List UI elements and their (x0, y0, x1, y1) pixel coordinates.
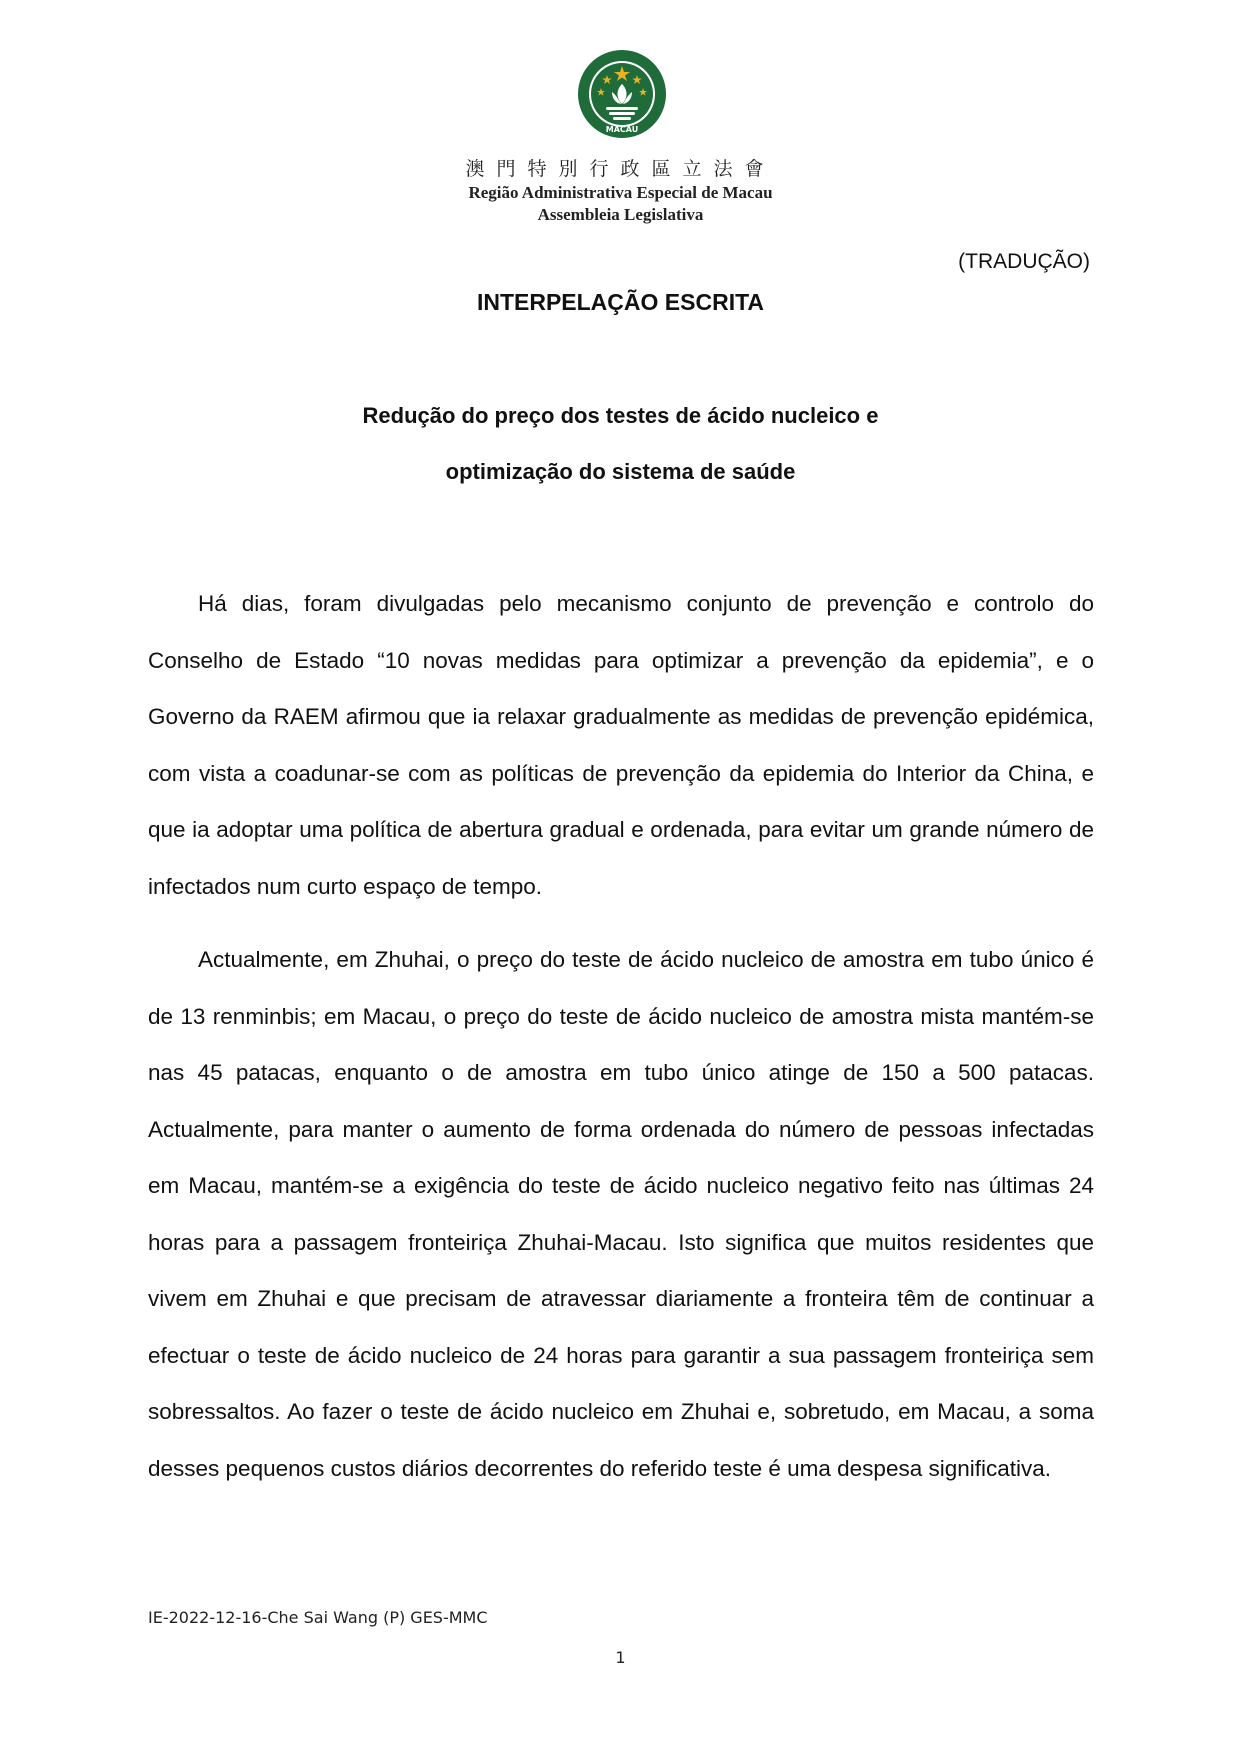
institution-region-line: Região Administrativa Especial de Macau (468, 183, 773, 202)
macau-emblem-icon (576, 48, 668, 140)
institution-assembly-line: Assembleia Legislativa (537, 205, 704, 224)
subject-line-2: optimização do sistema de saúde (445, 459, 796, 484)
translation-tag: (TRADUÇÃO) (958, 250, 1090, 273)
paragraph-2-text: Actualmente, em Zhuhai, o preço do teste de ácido nucleico de amostra em tubo único é de 13 renminbis; em Macau, o preço do teste de ácido nucleico de amostra mista mantém-se nas 45 patacas, enquanto o de amostra em tubo único atinge de 150 a 500 patacas. Actualmente, para manter o aumento de forma ordenada do número de pessoas infectadas em Macau, mantém-se a exigência do teste de ácido nucleico negativo feito nas últimas 24 horas para a passagem fronteiriça Zhuhai-Macau. Isto significa que muitos residentes que vivem em Zhuhai e que precisam de atravessar diariamente a fronteira têm de continuar a efectuar o teste de ácido nucleico de 24 horas para garantir a sua passagem fronteiriça sem sobressaltos. Ao fazer o teste de ácido nucleico em Zhuhai e, sobretudo, em Macau, a soma desses pequenos custos diários decorrentes do referido teste é uma despesa significativa. (148, 947, 1094, 1481)
footer-reference: IE-2022-12-16-Che Sai Wang (P) GES-MMC (148, 1608, 488, 1627)
page-number: 1 (615, 1648, 626, 1667)
body-paragraph-1 (148, 576, 1094, 915)
chinese-institution-title: 澳門特別行政區立法會 (465, 158, 776, 180)
subject-line-1: Redução do preço dos testes de ácido nucleico e (362, 403, 879, 428)
svg-text:MACAU: MACAU (605, 125, 639, 134)
paragraph-1-text: Há dias, foram divulgadas pelo mecanismo conjunto de prevenção e controlo do Conselho de Estado “10 novas medidas para optimizar a prevenção da epidemia”, e o Governo da RAEM afirmou que ia relaxar gradualmente as medidas de prevenção epidémica, com vista a coadunar-se com as políticas de prevenção da epidemia do Interior da China, e que ia adoptar uma política de abertura gradual e ordenada, para evitar um grande número de infectados num curto espaço de tempo. (148, 591, 1094, 899)
document-title: INTERPELAÇÃO ESCRITA (476, 289, 765, 315)
body-paragraph-2 (148, 932, 1094, 1497)
